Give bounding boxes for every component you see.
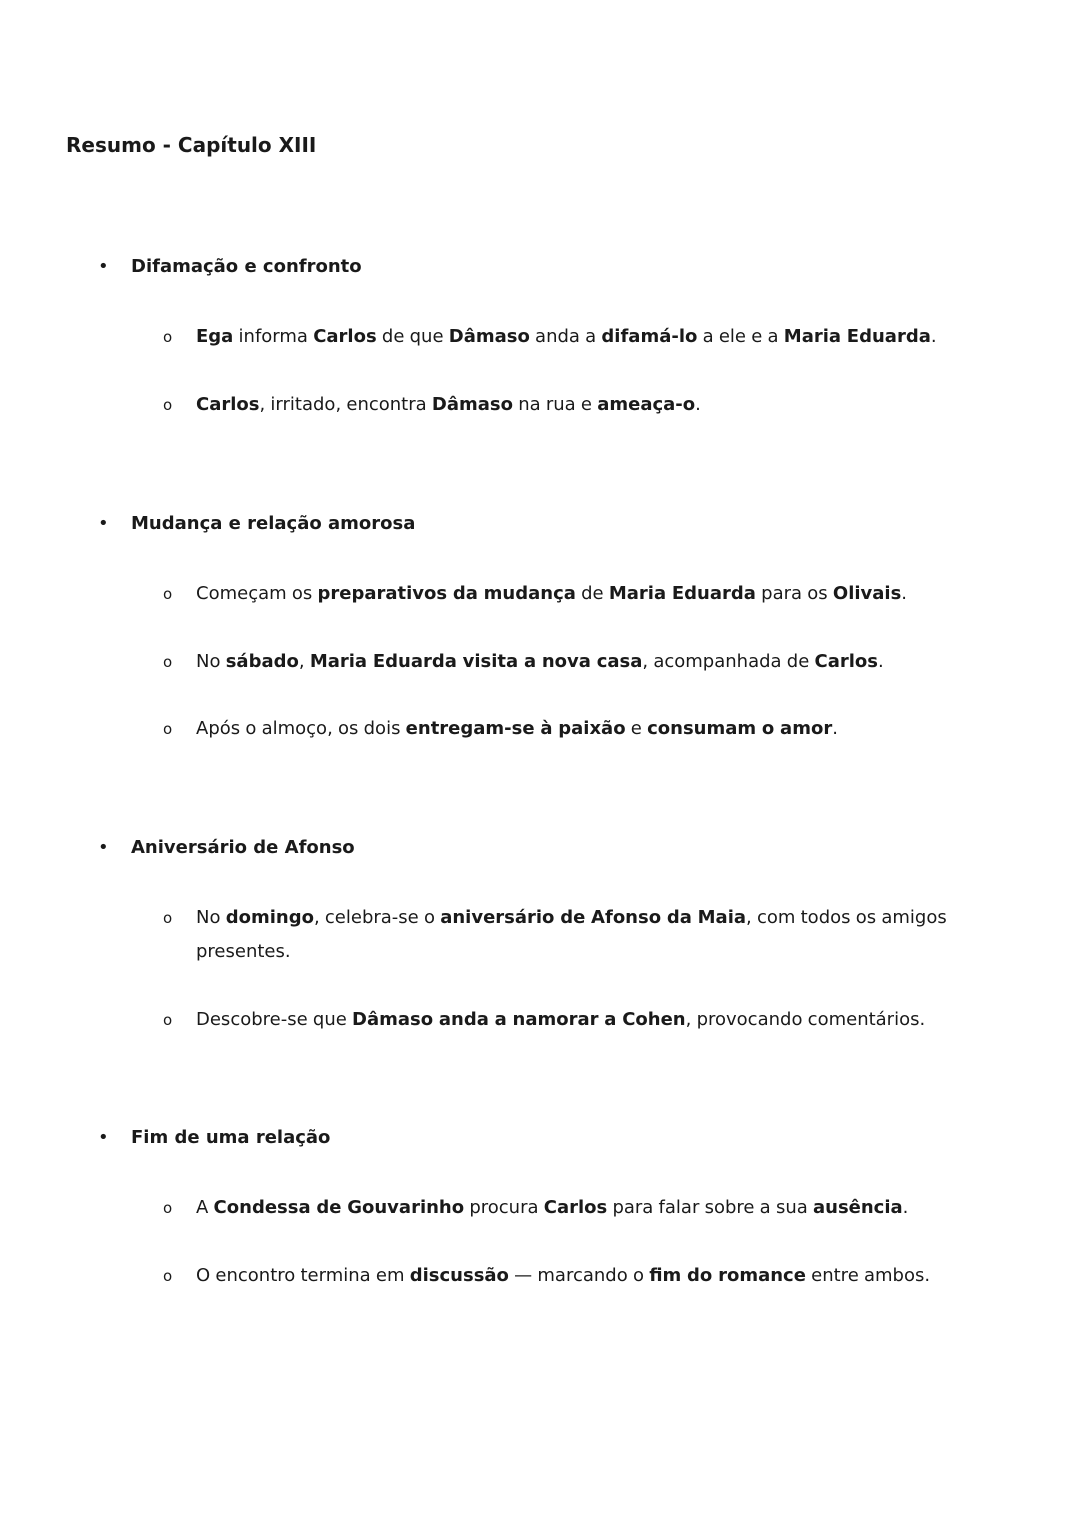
bold-text: fim do romance	[649, 1265, 806, 1286]
circle-bullet-icon: o	[163, 1199, 173, 1217]
bold-text: Olivais	[832, 583, 902, 604]
text-segment: O encontro termina em	[196, 1265, 410, 1286]
circle-bullet-icon: o	[163, 585, 173, 603]
text-segment: , irritado, encontra	[259, 394, 432, 415]
bold-text: consumam o amor	[647, 718, 833, 739]
text-segment: entre ambos.	[805, 1265, 931, 1286]
bold-text: Carlos	[313, 326, 377, 347]
bold-text: Carlos	[814, 651, 878, 672]
list-item-text	[196, 1003, 953, 1037]
section-heading-text: Mudança e relação amorosa	[131, 513, 416, 534]
bold-text: ameaça-o	[597, 394, 696, 415]
text-segment: A	[196, 1197, 214, 1218]
list-item	[163, 1003, 953, 1037]
bullet-icon: •	[98, 513, 109, 534]
text-segment: .	[877, 651, 884, 672]
list-item	[163, 901, 953, 969]
text-segment: , provocando comentários.	[685, 1009, 926, 1030]
text-segment: Após o almoço, os dois	[196, 718, 406, 739]
circle-bullet-icon: o	[163, 720, 173, 738]
text-segment: e	[625, 718, 648, 739]
text-segment: — marcando o	[508, 1265, 650, 1286]
text-segment: na rua e	[512, 394, 598, 415]
bold-text: preparativos da mudança	[317, 583, 576, 604]
bold-text: aniversário de Afonso da Maia	[440, 907, 747, 928]
bold-text: Dâmaso	[431, 394, 513, 415]
bold-text: discussão	[409, 1265, 509, 1286]
text-segment: .	[902, 1197, 909, 1218]
list-item	[163, 320, 953, 354]
list-item-text	[196, 1259, 953, 1293]
text-segment: .	[695, 394, 701, 415]
bullet-icon: •	[98, 256, 109, 277]
text-segment: Começam os	[196, 583, 318, 604]
bullet-icon: •	[98, 1127, 109, 1148]
bold-text: Dâmaso anda a namorar a Cohen	[352, 1009, 686, 1030]
text-segment: , celebra-se o	[313, 907, 441, 928]
bold-text: Maria Eduarda visita a nova casa	[309, 651, 643, 672]
text-segment: , com todos os amigos presentes.	[196, 907, 947, 962]
circle-bullet-icon: o	[163, 396, 173, 414]
list-item	[163, 712, 953, 746]
bold-text: Condessa de Gouvarinho	[213, 1197, 465, 1218]
circle-bullet-icon: o	[163, 1011, 173, 1029]
circle-bullet-icon: o	[163, 653, 173, 671]
text-segment: a ele e a	[697, 326, 784, 347]
text-segment: , acompanhada de	[642, 651, 815, 672]
list-item	[163, 645, 953, 679]
list-item	[163, 1191, 953, 1225]
bold-text: entregam-se à paixão	[405, 718, 626, 739]
text-segment: .	[930, 326, 937, 347]
list-item-text	[196, 901, 953, 969]
list-item-text	[196, 645, 953, 679]
bold-text: difamá-lo	[601, 326, 698, 347]
bold-text: Ega	[196, 326, 234, 347]
bullet-icon: •	[98, 837, 109, 858]
bold-text: sábado	[225, 651, 299, 672]
list-item-text	[196, 712, 953, 746]
text-segment: de	[575, 583, 609, 604]
text-segment: .	[832, 718, 838, 739]
bold-text: ausência	[812, 1197, 903, 1218]
text-segment: No	[196, 907, 226, 928]
text-segment: Descobre-se que	[196, 1009, 353, 1030]
circle-bullet-icon: o	[163, 909, 173, 927]
list-item-text	[196, 388, 953, 422]
text-segment: No	[196, 651, 226, 672]
text-segment: procura	[464, 1197, 544, 1218]
list-item-text	[196, 1191, 953, 1225]
section-heading-text: Fim de uma relação	[131, 1127, 331, 1148]
text-segment: ,	[298, 651, 310, 672]
list-item	[163, 388, 953, 422]
section-heading-text: Aniversário de Afonso	[131, 837, 355, 858]
list-item	[163, 577, 953, 611]
section-heading-text: Difamação e confronto	[131, 256, 362, 277]
bold-text: Maria Eduarda	[783, 326, 931, 347]
list-item-text	[196, 577, 953, 611]
page-title: Resumo - Capítulo XIII	[66, 133, 317, 157]
bold-text: domingo	[225, 907, 314, 928]
text-segment: .	[901, 583, 908, 604]
bold-text: Carlos	[196, 394, 260, 415]
bold-text: Dâmaso	[448, 326, 530, 347]
text-segment: para os	[755, 583, 833, 604]
text-segment: para falar sobre a sua	[607, 1197, 813, 1218]
text-segment: de que	[376, 326, 449, 347]
list-item-text	[196, 320, 953, 354]
bold-text: Maria Eduarda	[608, 583, 756, 604]
text-segment: informa	[233, 326, 314, 347]
list-item	[163, 1259, 953, 1293]
text-segment: anda a	[529, 326, 602, 347]
circle-bullet-icon: o	[163, 328, 173, 346]
bold-text: Carlos	[543, 1197, 608, 1218]
circle-bullet-icon: o	[163, 1267, 173, 1285]
